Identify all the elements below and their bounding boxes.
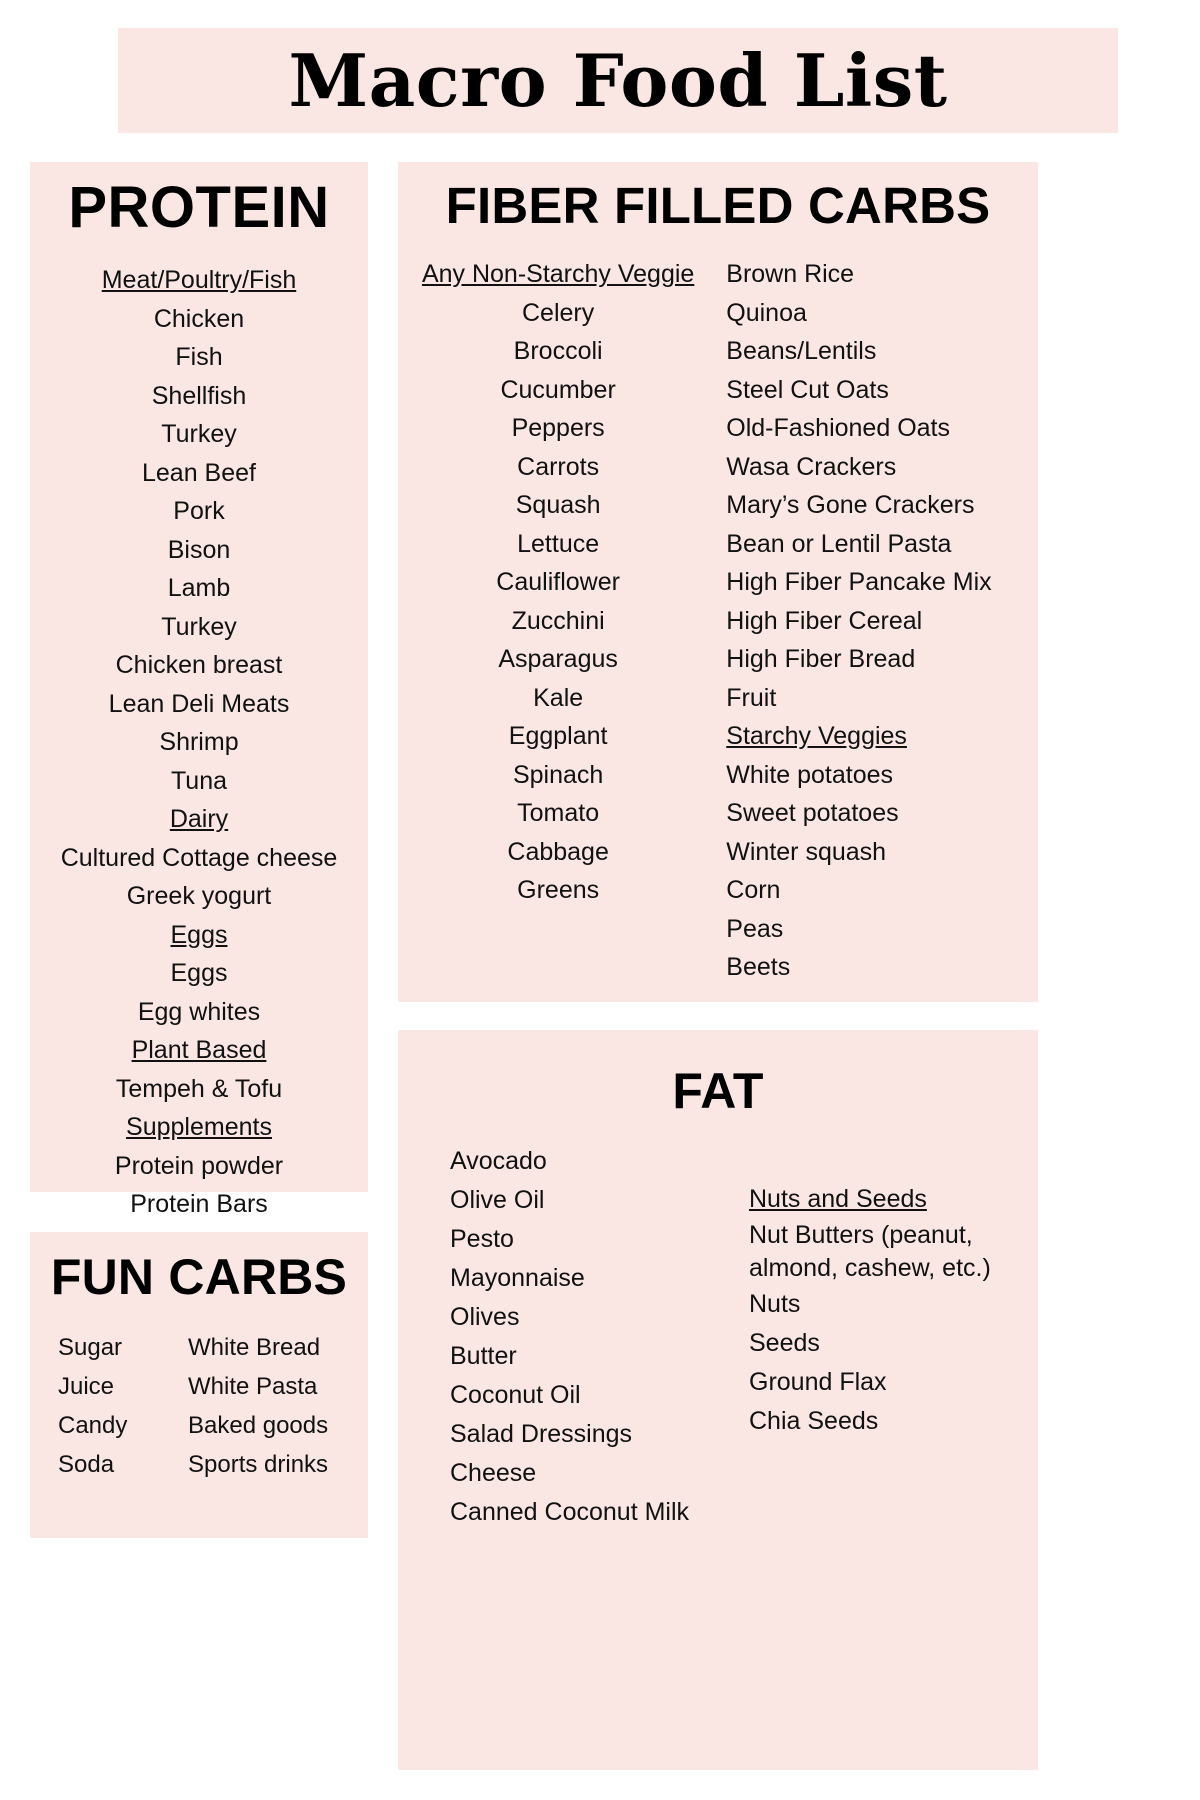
list-item: Spinach [512, 760, 604, 789]
list-item: Asparagus [498, 645, 618, 673]
list-item: Sweet potatoes [726, 799, 899, 827]
list-item: High Fiber Bread [726, 645, 916, 673]
list-item: Carrots [517, 452, 600, 481]
list-item: Lean Beef [142, 458, 256, 487]
list-item: Celery [522, 298, 595, 327]
fiber-carbs-heading: FIBER FILLED CARBS [445, 177, 991, 234]
list-subheading: Starchy Veggies [726, 722, 907, 750]
list-item: Wasa Crackers [726, 452, 897, 481]
list-item: Fruit [726, 683, 777, 712]
list-item: Mary’s Gone Crackers [726, 491, 975, 519]
list-item: Canned Coconut Milk [450, 1498, 690, 1526]
list-item: Beets [726, 953, 791, 981]
list-item: Shrimp [159, 728, 239, 756]
list-item [30, 1108, 368, 1147]
list-item: Zucchini [511, 606, 605, 635]
list-item [30, 800, 368, 839]
list-item: Cheese [450, 1459, 537, 1487]
list-item: Lettuce [517, 529, 600, 558]
list-item: Cauliflower [496, 568, 620, 596]
list-item [30, 261, 368, 300]
list-item: White Pasta [188, 1373, 318, 1400]
list-item: Sugar [58, 1334, 123, 1361]
protein-heading: PROTEIN [68, 175, 330, 240]
list-item: Peas [726, 914, 784, 943]
list-subheading: Meat/Poultry/Fish [101, 266, 297, 294]
list-item: Greens [517, 876, 600, 904]
list-item: Tomato [517, 799, 600, 827]
list-item: High Fiber Pancake Mix [726, 568, 992, 596]
list-item [30, 1031, 368, 1070]
fat-heading: FAT [672, 1063, 764, 1119]
list-item: Mayonnaise [450, 1264, 585, 1292]
list-item: Pesto [450, 1225, 514, 1253]
list-item: Lean Deli Meats [108, 689, 290, 718]
protein-section [30, 162, 368, 1218]
list-item: Chia Seeds [749, 1407, 879, 1435]
list-subheading: Eggs [170, 920, 228, 949]
fun-carbs-columns [30, 1328, 368, 1484]
list-item [726, 717, 1038, 756]
fiber-carbs-list-left [398, 255, 704, 987]
list-subheading: Nuts and Seeds [749, 1185, 927, 1213]
list-item: Broccoli [513, 337, 603, 365]
list-item: Winter squash [726, 837, 887, 866]
list-item: Bison [167, 535, 231, 564]
list-item: Avocado [450, 1147, 547, 1175]
list-item: Baked goods [188, 1412, 329, 1439]
list-item [412, 255, 704, 294]
list-item: Ground Flax [749, 1368, 887, 1396]
list-subheading: Supplements [126, 1113, 272, 1141]
list-item: Olive Oil [450, 1186, 545, 1214]
list-item: Coconut Oil [450, 1381, 581, 1409]
list-item: Juice [58, 1373, 115, 1400]
fiber-carbs-section [398, 162, 1038, 1002]
list-item: Olives [450, 1303, 520, 1331]
list-item: Egg whites [137, 997, 261, 1026]
list-item: Kale [533, 683, 584, 712]
list-item: Beans/Lentils [726, 337, 877, 365]
list-item: Turkey [161, 612, 237, 641]
list-item: Sports drinks [188, 1451, 329, 1478]
list-item: Peppers [511, 414, 605, 442]
list-item: Lamb [167, 574, 231, 602]
list-item: Salad Dressings [450, 1420, 633, 1448]
fiber-carbs-list-right [704, 255, 1038, 987]
list-item: White Bread [188, 1334, 321, 1361]
list-item: Seeds [749, 1329, 820, 1357]
list-item: Squash [515, 491, 601, 519]
list-item: Steel Cut Oats [726, 375, 889, 404]
fat-list-right [739, 1142, 1038, 1532]
list-item: White potatoes [726, 760, 894, 789]
list-item: Brown Rice [726, 260, 855, 288]
list-item: Fish [175, 343, 223, 371]
list-item: Eggs [170, 959, 228, 987]
list-item: Nuts [749, 1290, 801, 1318]
fat-section [398, 1030, 1038, 1770]
list-item [749, 1180, 1038, 1219]
list-subheading: Plant Based [131, 1036, 267, 1064]
list-subheading: Dairy [169, 805, 229, 833]
list-item: Protein Bars [130, 1190, 268, 1218]
fat-columns [398, 1142, 1038, 1532]
list-item: Eggplant [508, 722, 608, 750]
list-item: Cabbage [507, 837, 609, 866]
fat-list-left [398, 1142, 739, 1532]
list-item: Old-Fashioned Oats [726, 414, 950, 442]
fun-carbs-section [30, 1232, 368, 1538]
fun-carbs-list-left [30, 1328, 188, 1484]
fun-carbs-heading: FUN CARBS [50, 1249, 348, 1305]
list-item: Chicken [153, 304, 245, 333]
list-item: Chicken breast [115, 651, 283, 679]
list-item: Corn [726, 876, 781, 904]
list-item [30, 916, 368, 955]
page-title-banner [118, 28, 1118, 133]
list-item: Tempeh & Tofu [115, 1074, 283, 1103]
list-item: Greek yogurt [126, 882, 272, 910]
list-item: Nut Butters (peanut, almond, cashew, etc.) [749, 1221, 991, 1282]
list-item: Cultured Cottage cheese [60, 843, 338, 872]
list-item: High Fiber Cereal [726, 606, 923, 635]
protein-list [30, 261, 368, 1224]
fiber-carbs-columns [398, 255, 1038, 987]
list-item: Cucumber [500, 375, 616, 404]
list-item: Pork [173, 497, 225, 525]
list-item: Soda [58, 1451, 115, 1478]
list-item: Butter [450, 1342, 517, 1370]
list-item: Tuna [170, 766, 228, 795]
list-item: Turkey [161, 420, 237, 448]
list-item: Protein powder [114, 1151, 284, 1180]
list-subheading: Any Non-Starchy Veggie [421, 260, 695, 288]
list-item: Candy [58, 1412, 128, 1439]
list-item: Quinoa [726, 298, 807, 327]
list-item: Shellfish [151, 381, 247, 410]
list-item: Bean or Lentil Pasta [726, 529, 952, 558]
fun-carbs-list-right [188, 1328, 368, 1484]
page-title: Macro Food List [288, 37, 948, 123]
